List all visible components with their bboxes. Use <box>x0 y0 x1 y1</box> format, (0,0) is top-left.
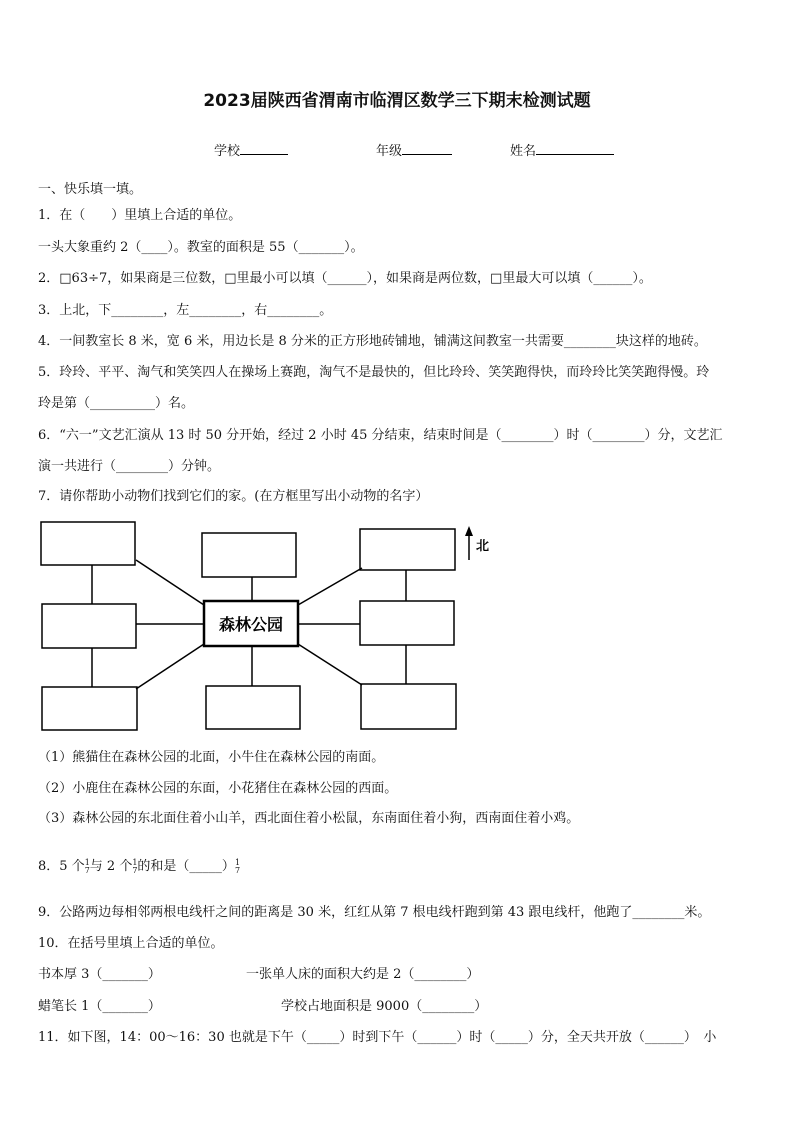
west-box[interactable] <box>42 604 136 648</box>
connector-line <box>298 568 362 605</box>
name-label: 姓名 <box>510 144 537 159</box>
question-3: 3．上北，下________，左________，右________。 <box>38 303 333 318</box>
question-4: 4．一间教室长 8 米，宽 6 米，用边长是 8 分米的正方形地砖铺地，铺满这间教室一共需要________块这样的地砖。 <box>38 334 707 349</box>
question-1: 1．在（ ）里填上合适的单位。 <box>38 208 242 223</box>
fraction-denominator: 7 <box>84 865 90 875</box>
question-7-clue-1: （1）熊猫住在森林公园的北面，小牛住在森林公园的南面。 <box>38 750 385 765</box>
fraction-denominator: 7 <box>132 865 138 875</box>
question-6-line1: 6．“六一”文艺汇演从 13 时 50 分开始，经过 2 小时 45 分结束，结束时间是（________）时（________）分，文艺汇 <box>38 428 723 443</box>
north-arrow-icon <box>465 526 473 536</box>
question-10-item-b: 一张单人床的面积大约是 2（________） <box>246 967 480 982</box>
question-7-clue-2: （2）小鹿住在森林公园的东面，小花猪住在森林公园的西面。 <box>38 781 398 796</box>
connector-line <box>136 560 204 605</box>
fraction-denominator: 7 <box>234 865 241 875</box>
question-10: 10．在括号里填上合适的单位。 <box>38 936 224 951</box>
question-2: 2．□63÷7，如果商是三位数，□里最小可以填（______），如果商是两位数，□里最大可以填（______）。 <box>38 271 652 286</box>
northeast-box[interactable] <box>360 529 455 570</box>
question-10-item-c: 蜡笔长 1（_______） <box>38 999 161 1014</box>
question-8 <box>38 858 240 876</box>
fraction-numerator: 1 <box>84 857 90 867</box>
question-10-item-a: 书本厚 3（_______） <box>38 967 161 982</box>
page-title: 2023届陕西省渭南市临渭区数学三下期末检测试题 <box>203 91 591 111</box>
question-7-clue-3: （3）森林公园的东北面住着小山羊，西北面住着小松鼠，东南面住着小狗，西南面住着小鸡。 <box>38 811 580 826</box>
southeast-box[interactable] <box>361 684 456 729</box>
question-5-line2: 玲是第（__________）名。 <box>38 396 195 411</box>
fraction-numerator: 1 <box>132 857 138 867</box>
section-heading: 一、快乐填一填。 <box>38 182 143 197</box>
fraction-numerator: 1 <box>234 857 241 867</box>
southwest-box[interactable] <box>42 687 137 730</box>
connector-line <box>136 644 204 689</box>
question-8-prefix: 8．5 个 <box>38 859 85 874</box>
forest-park-label: 森林公园 <box>218 615 284 634</box>
question-9: 9．公路两边每相邻两根电线杆之间的距离是 30 米，红红从第 7 根电线杆跑到第 43 跟电线杆，他跑了________米。 <box>38 905 711 920</box>
northwest-box[interactable] <box>41 522 135 565</box>
question-6-line2: 演一共进行（________）分钟。 <box>38 459 221 474</box>
question-10-item-d: 学校占地面积是 9000（________） <box>281 999 488 1014</box>
north-box[interactable] <box>202 533 296 577</box>
east-box[interactable] <box>360 601 454 645</box>
fraction-answer-denominator <box>235 859 240 875</box>
question-8-suffix: 的和是（_____） <box>137 859 235 874</box>
question-11: 11．如下图，14：00～16：30 也就是下午（_____）时到下午（______）时（_____）分，全天共开放（______） 小 <box>38 1030 717 1045</box>
north-label: 北 <box>476 539 490 554</box>
school-label: 学校 <box>214 144 241 159</box>
grade-label: 年级 <box>376 144 403 159</box>
question-7: 7．请你帮助小动物们找到它们的家。(在方框里写出小动物的名字） <box>38 489 429 504</box>
question-5-line1: 5．玲玲、平平、淘气和笑笑四人在操场上赛跑，淘气不是最快的，但比玲玲、笑笑跑得快，而玲玲比笑笑跑得慢。玲 <box>38 365 710 380</box>
connector-line <box>298 644 362 685</box>
question-8-middle: 与 2 个 <box>89 859 133 874</box>
south-box[interactable] <box>206 686 300 729</box>
question-1-item: 一头大象重约 2（____）。教室的面积是 55（_______）。 <box>38 240 364 255</box>
